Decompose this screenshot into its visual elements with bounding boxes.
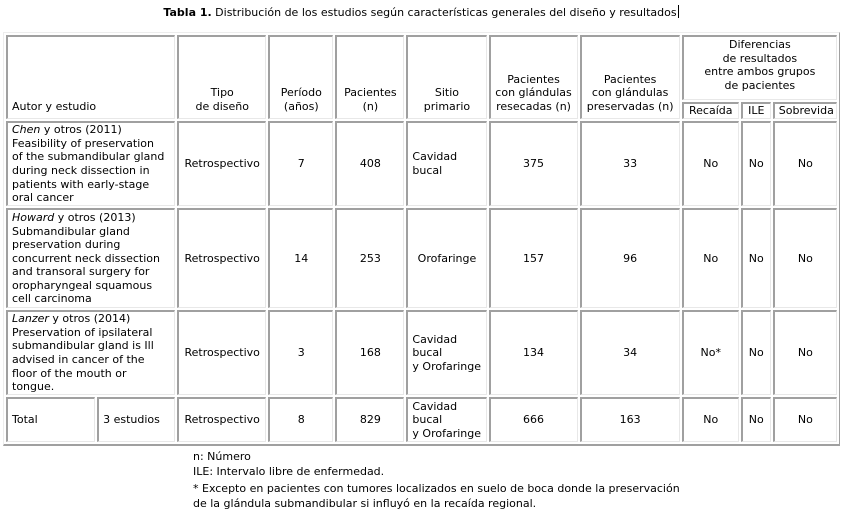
sitio-cell: Cavidad bucal y Orofaringe <box>406 310 486 396</box>
resecadas-cell: 134 <box>489 310 578 396</box>
preservadas-cell: 96 <box>580 208 680 307</box>
sitio-cell: Cavidad bucal y Orofaringe <box>406 397 486 442</box>
resecadas-cell: 666 <box>489 397 578 442</box>
periodo-cell: 7 <box>268 121 333 207</box>
periodo-cell: 8 <box>268 397 333 442</box>
pacientes-cell: 829 <box>335 397 404 442</box>
recaida-cell: No <box>682 208 739 307</box>
studies-table <box>3 32 840 446</box>
note-ile: ILE: Intervalo libre de enfermedad. <box>193 464 385 478</box>
table-row <box>6 121 837 207</box>
pacientes-cell: 408 <box>335 121 404 207</box>
tipo-cell: Retrospectivo <box>177 208 266 307</box>
resecadas-cell: 375 <box>489 121 578 207</box>
pacientes-cell: 168 <box>335 310 404 396</box>
preservadas-cell: 33 <box>580 121 680 207</box>
ile-cell: No <box>741 397 771 442</box>
sobrevida-cell: No <box>773 397 837 442</box>
periodo-cell: 3 <box>268 310 333 396</box>
table-caption <box>0 5 842 20</box>
pacientes-cell: 253 <box>335 208 404 307</box>
recaida-cell: No* <box>682 310 739 396</box>
total-row <box>6 397 837 442</box>
author-name: Lanzer <box>12 312 49 326</box>
preservadas-cell: 34 <box>580 310 680 396</box>
table-row <box>6 208 837 307</box>
note-n: n: Número <box>193 450 251 463</box>
periodo-cell: 14 <box>268 208 333 307</box>
tipo-cell: Retrospectivo <box>177 310 266 396</box>
tipo-cell: Retrospectivo <box>177 121 266 207</box>
sitio-cell: Cavidad bucal <box>406 121 486 207</box>
note-asterisk-line2: de la glándula submandibular si influyó en la recaída regional. <box>193 496 537 510</box>
header-autor: Autor y estudio <box>6 35 175 119</box>
header-pacientes: Pacientes (n) <box>335 35 404 119</box>
note-asterisk-line1: * Excepto en pacientes con tumores localizados en suelo de boca donde la preservación <box>193 482 680 495</box>
ile-cell: No <box>741 208 771 307</box>
sitio-cell: Orofaringe <box>406 208 486 307</box>
tipo-cell: Retrospectivo <box>177 397 266 442</box>
resecadas-cell: 157 <box>489 208 578 307</box>
sobrevida-cell: No <box>773 310 837 396</box>
ile-cell: No <box>741 121 771 207</box>
header-sitio: Sitio primario <box>406 35 486 119</box>
author-name: Chen <box>12 123 41 137</box>
table-row <box>6 310 837 396</box>
study-cell: Chen y otros (2011) Feasibility of preservation of the submandibular gland during neck dissection in patients with early-stage oral cancer <box>6 121 175 207</box>
recaida-cell: No <box>682 397 739 442</box>
ile-cell: No <box>741 310 771 396</box>
study-cell: Lanzer y otros (2014) Preservation of ipsilateral submandibular gland is Ill advised in cancer of the floor of the mouth or tongue. <box>6 310 175 396</box>
text-cursor <box>678 5 679 18</box>
preservadas-cell: 163 <box>580 397 680 442</box>
header-ile: ILE <box>741 102 771 119</box>
header-row <box>6 35 837 100</box>
total-estudios: 3 estudios <box>97 397 175 442</box>
sobrevida-cell: No <box>773 121 837 207</box>
table-notes <box>193 450 680 511</box>
header-recaida: Recaída <box>682 102 739 119</box>
author-name: Howard <box>12 210 55 224</box>
header-tipo: Tipo de diseño <box>177 35 266 119</box>
study-cell: Howard y otros (2013) Submandibular gland preservation during concurrent neck dissection and transoral surgery for oropharyngeal squamous cell carcinoma <box>6 208 175 307</box>
table-caption-label: Tabla 1. <box>163 6 212 19</box>
header-preservadas: Pacientes con glándulas preservadas (n) <box>580 35 680 119</box>
table-caption-text: Distribución de los estudios según características generales del diseño y resultados <box>211 6 677 19</box>
sobrevida-cell: No <box>773 208 837 307</box>
recaida-cell: No <box>682 121 739 207</box>
header-diferencias: Diferencias de resultados entre ambos grupos de pacientes <box>682 35 837 100</box>
header-sobrevida: Sobrevida <box>773 102 837 119</box>
header-periodo: Período (años) <box>268 35 333 119</box>
total-label: Total <box>6 397 95 442</box>
header-resecadas: Pacientes con glándulas resecadas (n) <box>489 35 578 119</box>
